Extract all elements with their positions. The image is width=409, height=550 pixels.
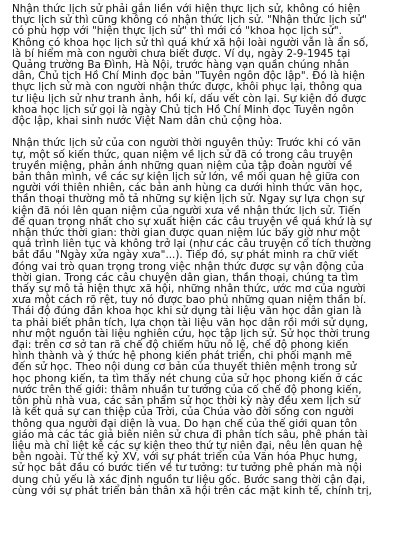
- text-line: nhận thức thời gian: thời gian được quan niệm lúc bấy giờ như một: [12, 227, 361, 240]
- text-line: cùng với sự phát triển bản thân xã hội trên các mặt kinh tế, chính trị,: [12, 484, 372, 497]
- text-line: hình thành và ý thức hệ phong kiến phát triển, chi phối mạnh mẽ: [12, 350, 352, 363]
- text-line: Không có khoa học lịch sử thì quá khứ xã hội loài người vẫn là ẩn số,: [12, 36, 369, 49]
- text-line: bản thân mình, về các sự kiện lịch sử lớn, về mối quan hệ giữa con: [12, 171, 360, 184]
- text-line: dân, Chủ tịch Hồ Chí Minh đọc bản "Tuyên ngôn độc lập". Đó là hiện: [12, 70, 366, 83]
- text-line: thông qua người đại diện là vua. Do hạn chế của thế giới quan tôn: [12, 417, 358, 430]
- text-line: tự, một số kiến thức, quan niệm về lịch sử đã có trong câu truyện: [12, 148, 353, 161]
- text-line: là bí hiểm mà con người chưa biết được. Ví dụ, ngày 2-9-1945 tại: [12, 47, 351, 60]
- text-line: bên ngoài. Từ thế kỷ XV, với sự phát triển của Văn hóa Phục hưng,: [12, 451, 358, 464]
- text-line: ta phải biết phân tích, lựa chọn tài liệu văn học dân rồi mới sử dụng,: [12, 316, 369, 329]
- paragraph-1: [12, 4, 398, 127]
- text-line: xưa một cách rõ rệt, tuy nó được bao phủ những quan niệm thần bí.: [12, 294, 367, 307]
- text-line: thời gian. Trong các câu chuyện dân gian, thần thoại, chúng ta tìm: [12, 271, 359, 284]
- text-line: Thái độ đúng đắn khoa học khi sử dụng tài liệu văn học dân gian là: [12, 305, 362, 318]
- text-line: có phù hợp với "hiện thực lịch sử" thì mới có "khoa học lịch sử".: [12, 25, 342, 38]
- text-line: thực lịch sử thì cũng không có nhận thức lịch sử. "Nhận thức lịch sử": [12, 14, 367, 27]
- text-line: tôn phù nhà vua, các sản phẩm sử học thời kỳ này đều xem lịch sử: [12, 395, 360, 408]
- text-line: giáo mà các tác giả biên niên sử chưa đi phân tích sâu, phê phán tài: [12, 428, 368, 441]
- document-page: [12, 4, 398, 497]
- text-line: thực lịch sử mà con người nhận thức được, khôi phục lại, thông qua: [12, 81, 363, 94]
- text-line: đại: trên cơ sở tan rã chế độ chiếm hữu nô lệ, chế độ phong kiến: [12, 339, 349, 352]
- text-line: kiện đã nói lên quan niệm của người xưa về nhận thức lịch sử. Tiến: [12, 204, 361, 217]
- text-line: quá trình liên tục và không trở lại (như các câu truyện cổ tích thường: [12, 238, 372, 251]
- text-line: bắt đầu "Ngày xửa ngày xưa"...). Tiếp đó, sự phát minh ra chữ viết: [12, 249, 359, 262]
- text-line: liệu mà chỉ liệt kê các sự kiện theo thứ tự niên đại, nêu lên quan hệ: [12, 439, 363, 452]
- text-line: người với thiên nhiên, các bản anh hùng ca dưới hình thức văn học,: [12, 182, 363, 195]
- text-line: thần thoại thường mô tả những sự kiện lịch sử. Ngay sự lựa chọn sự: [12, 193, 364, 206]
- text-line: đóng vai trò quan trọng trong việc nhận thức được sự vận động của: [12, 260, 364, 273]
- text-line: độc lập, khai sinh nước Việt Nam dân chủ cộng hòa.: [12, 115, 283, 128]
- text-line: học phong kiến, ta tìm thấy nét chung của sử học phong kiến ở các: [12, 372, 363, 385]
- text-line: tư liệu lịch sử như tranh ảnh, hồi kí, dấu vết còn lại. Sự kiện đó được: [12, 92, 367, 105]
- text-line: để quan trọng nhất cho sự xuất hiện các câu truyện về quá khứ là sự: [12, 215, 372, 228]
- text-line: nước trên thế giới: thâm nhuần tư tưởng của cố chế độ phong kiến,: [12, 383, 362, 396]
- text-line: Nhận thức lịch sử phải gắn liền với hiện thực lịch sử, không có hiện: [12, 3, 361, 15]
- text-line: là kết quả sự can thiệp của Trời, của Chúa vào đời sống con người: [12, 406, 354, 419]
- text-line: truyền miệng, phản ánh những quan niệm của tập đoàn người về: [12, 159, 353, 172]
- text-line: như một nguồn tài liệu nghiên cứu, học tập lịch sử. Sử học thời trung: [12, 327, 371, 340]
- text-line: Quảng trường Ba Đình, Hà Nội, trước hàng vạn quần chúng nhân: [12, 59, 350, 72]
- paragraph-2: [12, 138, 398, 497]
- text-line: đến sử học. Theo nội dung cơ bản của thuyết thiên mệnh trong sử: [12, 361, 357, 374]
- text-line: Nhận thức lịch sử của con người thời nguyên thủy: Trước khi có văn: [12, 137, 361, 150]
- text-line: dung chủ yếu là xác định nguồn tư liệu gốc. Bước sang thời cận đại,: [12, 473, 366, 486]
- text-line: khoa học lịch sử gọi là ngày Chủ tịch Hồ Chí Minh đọc Tuyên ngôn: [12, 103, 354, 116]
- text-line: sử học bắt đầu có bước tiến về tư tưởng: tư tưởng phê phán mà nội: [12, 462, 362, 475]
- text-line: thấy sự mô tả hiện thực xã hội, những nhân thức, ước mơ của người: [12, 283, 366, 296]
